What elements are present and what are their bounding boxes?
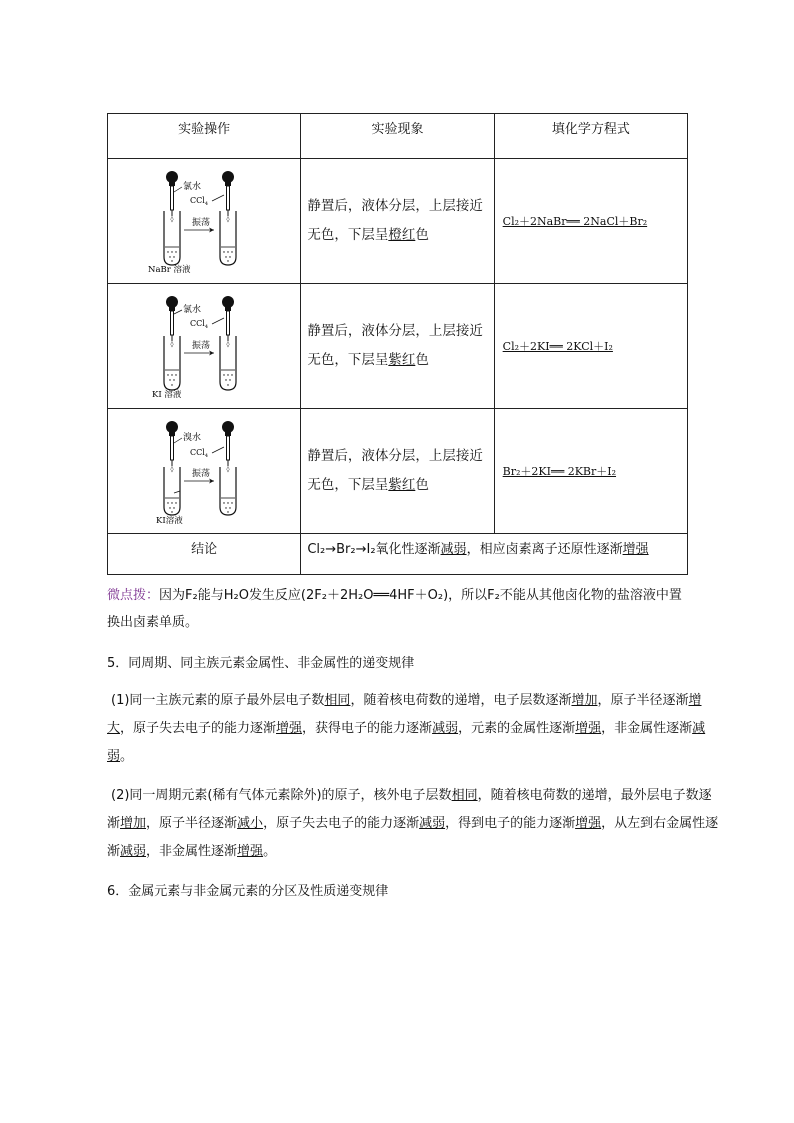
ccl4-label: CCl$_4$ — [190, 447, 209, 459]
conclusion-label: 结论 — [108, 534, 301, 575]
section-6-heading: 6．金属元素与非金属元素的分区及性质递变规律 — [107, 884, 389, 899]
equation-cell — [494, 409, 687, 534]
operation-cell — [108, 159, 301, 284]
svg-text:◊: ◊ — [170, 340, 174, 348]
table-row — [108, 284, 688, 409]
chemical-equation: Cl₂＋2KI══ 2KCl＋I₂ — [502, 340, 613, 353]
solution-label: KI 溶液 — [152, 389, 182, 399]
reagent-label: 溴水 — [183, 432, 202, 443]
apparatus-figure — [144, 169, 264, 274]
action-label: 振荡 — [192, 217, 211, 228]
color-answer: 橙红 — [388, 227, 416, 243]
phenomenon-cell: 静置后，液体分层，上层接近 无色，下层呈紫红色 — [301, 284, 494, 409]
conclusion-text: Cl₂→Br₂→I₂氧化性逐渐减弱，相应卤素离子还原性逐渐增强 — [301, 534, 688, 575]
header-operation: 实验操作 — [108, 114, 301, 159]
tip-label: 微点拨： — [107, 588, 160, 603]
apparatus-figure — [144, 294, 264, 399]
solution-label: NaBr 溶液 — [148, 264, 191, 274]
operation-cell — [108, 284, 301, 409]
paragraph-period-trend: (2)同一周期元素(稀有气体元素除外)的原子，核外电子层数相同，随着核电荷数的递增，最外层电子数逐渐增加，原子半径逐渐减小，原子失去电子的能力逐渐减弱，得到电子的能力逐渐增强，从左到右金属性逐渐减弱，非金属性逐渐增强。 — [107, 788, 719, 859]
action-label: 振荡 — [192, 340, 211, 351]
table-row — [108, 409, 688, 534]
ccl4-label: CCl$_4$ — [190, 318, 209, 330]
phenomenon-cell: 静置后，液体分层，上层接近 无色，下层呈橙红色 — [301, 159, 494, 284]
action-label: 振荡 — [192, 468, 211, 479]
svg-text:◊: ◊ — [170, 215, 174, 223]
svg-text:◊: ◊ — [226, 465, 230, 473]
header-equation: 填化学方程式 — [494, 114, 687, 159]
section-5-heading: 5．同周期、同主族元素金属性、非金属性的递变规律 — [107, 656, 415, 671]
reagent-label: 氯水 — [183, 181, 202, 192]
experiment-table — [107, 113, 688, 575]
table-row — [108, 159, 688, 284]
chemical-equation: Br₂＋2KI══ 2KBr＋I₂ — [502, 465, 617, 478]
svg-text:◊: ◊ — [226, 340, 230, 348]
tip-note: 微点拨：因为F₂能与H₂O发生反应(2F₂＋2H₂O══4HF＋O₂)，所以F₂不能从其他卤化物的盐溶液中置 换出卤素单质。 — [107, 588, 682, 630]
chemical-equation: Cl₂＋2NaBr══ 2NaCl＋Br₂ — [502, 215, 648, 228]
svg-text:◊: ◊ — [170, 465, 174, 473]
equation-cell — [494, 284, 687, 409]
solution-label: KI溶液 — [156, 515, 183, 524]
apparatus-figure — [144, 419, 264, 524]
header-phenomenon: 实验现象 — [301, 114, 494, 159]
svg-text:◊: ◊ — [226, 215, 230, 223]
reagent-label: 氯水 — [183, 304, 202, 315]
ccl4-label: CCl$_4$ — [190, 195, 209, 207]
color-answer: 紫红 — [388, 352, 416, 368]
color-answer: 紫红 — [388, 477, 416, 493]
conclusion-row — [108, 534, 688, 575]
table-header-row — [108, 114, 688, 159]
operation-cell — [108, 409, 301, 534]
phenomenon-cell: 静置后，液体分层，上层接近 无色，下层呈紫红色 — [301, 409, 494, 534]
paragraph-group-trend: (1)同一主族元素的原子最外层电子数相同，随着核电荷数的递增，电子层数逐渐增加，原子半径逐渐增大，原子失去电子的能力逐渐增强，获得电子的能力逐渐减弱，元素的金属性逐渐增强，非金属性逐渐减弱。 — [107, 693, 706, 764]
equation-cell — [494, 159, 687, 284]
